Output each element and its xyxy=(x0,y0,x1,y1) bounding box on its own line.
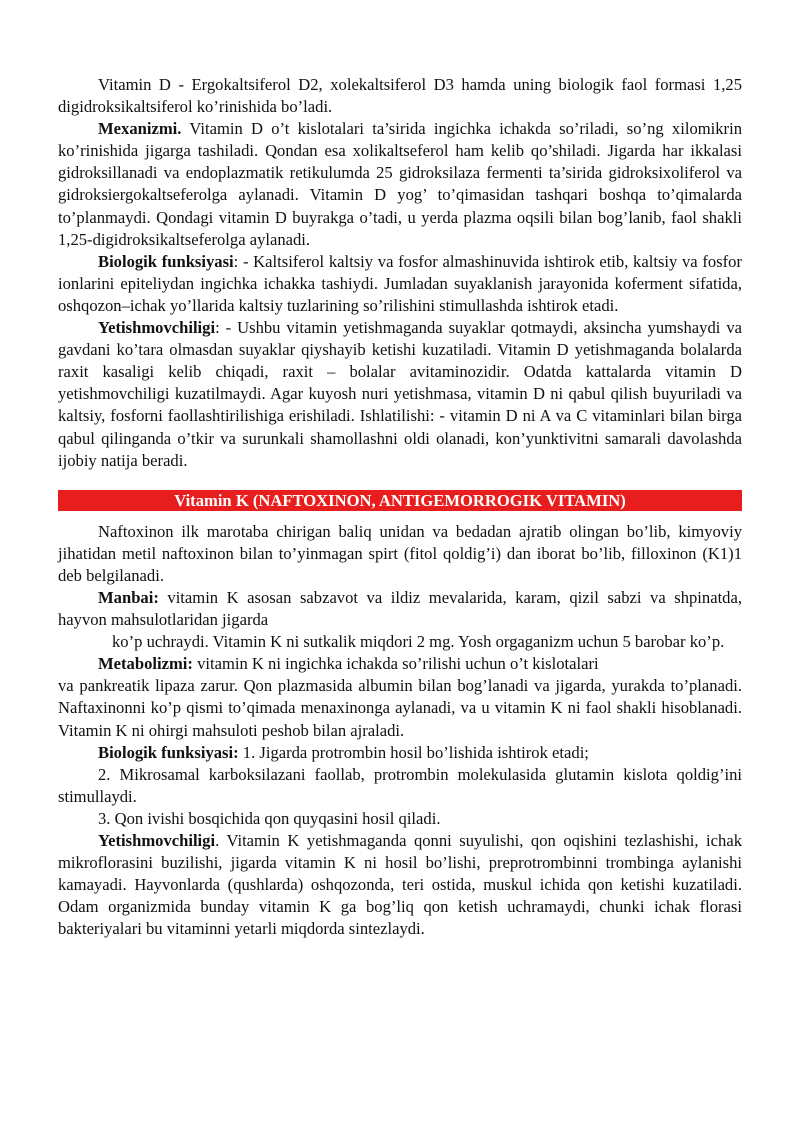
vitamin-k-function-item-1-text: 1. Jigarda protrombin hosil bo’lishida ishtirok etadi; xyxy=(238,742,589,762)
document-page xyxy=(58,74,742,940)
vitamin-d-function-text: : - Kaltsiferol kaltsiy va fosfor almashinuvida ishtirok etib, kaltsiy va fosfor ionlarini epiteliydan ingichka ichakka tashiydi. Jumladan suyaklanish jarayonida koferment sifatida, oshqozon–ichak yo’llarida kaltsiy tuzlarining so’rilishini stimullashda ishtirok etadi. xyxy=(58,251,742,315)
vitamin-d-function-label: Biologik funksiyasi xyxy=(98,251,234,271)
vitamin-k-source-continuation: ko’p uchraydi. Vitamin K ni sutkalik miqdori 2 mg. Yosh orgaganizm uchun 5 barobar ko’p. xyxy=(112,632,725,652)
vitamin-k-metabolism-label: Metabolizmi: xyxy=(98,654,193,674)
vitamin-k-section-heading: Vitamin K (NAFTOXINON, ANTIGEMORROGIK VITAMIN) xyxy=(58,490,742,511)
vitamin-d-mechanism-paragraph xyxy=(58,118,742,251)
vitamin-k-function-item-2: 2. Mikrosamal karboksilazani faollab, protrombin molekulasida glutamin kislota qoldig’ini stimullaydi. xyxy=(58,764,742,806)
vitamin-k-function-item-1 xyxy=(58,742,742,764)
vitamin-k-function-label: Biologik funksiyasi: xyxy=(98,742,239,762)
vitamin-k-deficiency-label: Yetishmovchiligi xyxy=(98,831,216,850)
vitamin-k-function-item-3: 3. Qon ivishi bosqichida qon quyqasini hosil qiladi. xyxy=(98,808,441,828)
vitamin-d-intro: Vitamin D - Ergokaltsiferol D2, xolekaltsiferol D3 hamda uning biologik faol formasi 1,25 digidroksikaltsiferol ko’rinishida bo’ladi. xyxy=(58,75,742,117)
vitamin-k-metabolism-paragraph xyxy=(58,653,742,675)
vitamin-k-source-paragraph xyxy=(58,587,742,631)
vitamin-k-deficiency-paragraph xyxy=(58,830,742,940)
vitamin-k-intro: Naftoxinon ilk marotaba chirigan baliq unidan va bedadan ajratib olingan bo’lib, kimyoviy jihatidan metil naftoxinon bilan to’yinmagan spirt (fitol qoldig’i) dan iborat bo’lib, filloxinon (K1)1 deb belgilanadi. xyxy=(58,521,742,585)
vitamin-k-deficiency-text: . Vitamin K yetishmaganda qonni suyulishi, qon oqishini tezlashishi, ichak mikroflorasini buzilishi, jigarda vitamin K ni hosil bo’lishi, preprotrombinni trombinga aylanishi kamayadi. Hayvonlarda (qushlarda) oshqozonda, teri ostida, muskul ichida qon ketishi kuzatiladi. Odam organizmida bunday vitamin K ga bog’liq qon ketish uchramaydi, chunki ichak florasi bakteriyalari bu vitaminni yetarli miqdorda sintezlaydi. xyxy=(58,831,742,939)
vitamin-k-source-text: vitamin K asosan sabzavot va ildiz mevalarida, karam, qizil sabzi va shpinatda, hayvon mahsulotlaridan jigarda xyxy=(58,587,742,630)
vitamin-d-deficiency-paragraph xyxy=(58,317,742,472)
vitamin-k-metabolism-text: vitamin K ni ingichka ichakda so’rilishi uchun o’t kislotalari xyxy=(192,654,599,674)
vitamin-d-deficiency-label: Yetishmovchiligi xyxy=(98,318,216,338)
vitamin-d-deficiency-text: : - Ushbu vitamin yetishmaganda suyaklar qotmaydi, aksincha yumshaydi va gavdani ko’tara olmasdan suyaklar qiyshayib ketishi kuzatiladi. Vitamin D yetishmaganda bolalarda raxit kasaligi kelib chiqadi, raxit – bolalar avitaminozidir. Odatda kattalarda vitamin D yetishmovchiligi kuzatilmaydi. Agar kuyosh nuri yetishmasa, vitamin D ni qabul qilish buyuriladi va kaltsiy, fosforni faollashtirilishiga erishiladi. Ishlatilishi: - vitamin D ni A va C vitaminlari bilan birga qabul qilinganda o’tkir va surunkali shamollashni oldi olanadi, kon’yunktivitni samarali davolashda ijobiy natija beradi. xyxy=(58,318,742,470)
vitamin-d-function-paragraph xyxy=(58,251,742,317)
vitamin-d-mechanism-text: Vitamin D o’t kislotalari ta’sirida ingichka ichakda so’riladi, so’ng xilomikrin ko’rinishida jigarga tashiladi. Qondan esa xolikaltseferol ham kelib qo’shiladi. Jigarda har ikkalasi gidroksillanadi va endoplazmatik retikulumda 25 gidroksilaza fermenti ta’sirida gidroksixoliferol va gidroksiergokaltseferolga aylanadi. Vitamin D yog’ to’qimasidan tashqari boshqa to’qimalarda to’planmaydi. Qondagi vitamin D buyrakga o’tadi, u yerda plazma oqsili bilan bog’lanib, faol shakli 1,25-digidroksikaltseferolga aylanadi. xyxy=(58,119,742,249)
vitamin-d-mechanism-label: Mexanizmi. xyxy=(98,119,182,139)
vitamin-k-metabolism-continuation: va pankreatik lipaza zarur. Qon plazmasida albumin bilan bog’lanadi va jigarda, yurakda to’planadi. Naftaxinonni ko’p qismi to’qimada menaxinonga aylanadi, va u vitamin K ni faol shakli hisoblanadi. Vitamin K ni ohirgi mahsuloti peshob bilan ajraladi. xyxy=(58,676,742,740)
vitamin-k-source-label: Manbai: xyxy=(98,587,159,607)
